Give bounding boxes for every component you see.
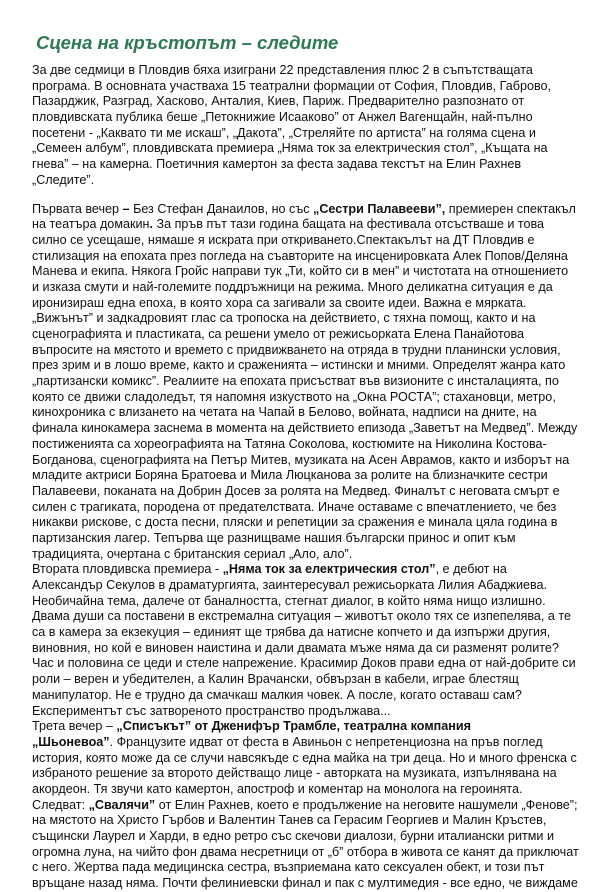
text-segment: на театъра домакин bbox=[32, 217, 150, 232]
text-line bbox=[32, 609, 572, 625]
text-segment: акордеон. Тя звучи като камертон, апостроф и коментар на монолога на героинята. bbox=[32, 781, 523, 796]
bold-text-segment: „Списъкът” от Дженифър Трамбле, театрална компания bbox=[116, 719, 471, 734]
text-segment: Втората пловдивска премиера - bbox=[32, 562, 223, 577]
text-segment: са в камера за екзекуция – единият ще трябва да натисне копчето и да изпържи другия, bbox=[32, 625, 551, 640]
text-segment: силно се усещаше, нямаше я искрата при откриването.Спектакълът на ДТ Пловдив е bbox=[32, 232, 535, 247]
text-segment: никакви рискове, с доста песни, пляски и репетиции за сражения е минала цяла година в bbox=[32, 515, 558, 530]
text-segment: същински Лаурел и Харди, в едно ретро със скечови диалози, бурни италиански ритми и bbox=[32, 829, 554, 843]
text-line bbox=[32, 358, 568, 374]
text-segment: кинохроника с влизането на четата на Чапай в Белово, войната, надписи на дните, на bbox=[32, 405, 537, 420]
text-segment: огромна луна, на чийто фон двама несретници от „б” отбора в живота се канят да приключат bbox=[32, 844, 579, 859]
text-line bbox=[32, 327, 568, 343]
text-segment: . Французите идват от феста в Авиньон с непретенциозна на пръв поглед bbox=[109, 734, 543, 749]
text-segment: иронизираш една епоха, в която хора са загивали за своите идеи. Важна е мярката. bbox=[32, 295, 527, 310]
text-line bbox=[32, 126, 568, 142]
text-line bbox=[32, 94, 568, 110]
text-segment: Пазарджик, Разград, Хасково, Анталия, Киев, Париж. Предварително разпознато от bbox=[32, 94, 525, 109]
text-line bbox=[32, 766, 568, 782]
text-segment: финала кинокамера заснема в момента на действието епизода „Заветът на Медвед”. Между bbox=[32, 421, 578, 436]
text-line bbox=[32, 688, 568, 704]
text-line bbox=[32, 876, 578, 892]
text-line bbox=[32, 547, 568, 563]
article-body bbox=[32, 63, 579, 892]
text-line bbox=[32, 201, 576, 218]
text-segment: виновния, но кой е виновен наистина и дали двамата мъже няма да си разменят ролите? bbox=[32, 640, 559, 655]
text-line bbox=[32, 468, 568, 484]
text-line bbox=[32, 578, 568, 594]
text-segment: програма. В основната участваха 15 театрални формации от София, Пловдив, Габрово, bbox=[32, 78, 552, 93]
text-line bbox=[32, 296, 568, 312]
text-line bbox=[32, 641, 568, 657]
text-line bbox=[32, 656, 576, 672]
text-segment: през зрим и в лошо време, както и сраженията – истински и мними. Определят жанра като bbox=[32, 358, 566, 373]
text-line bbox=[32, 719, 568, 735]
text-line bbox=[32, 311, 568, 327]
text-line bbox=[32, 625, 568, 641]
text-segment: За две седмици в Пловдив бяха изиграни 22 представления плюс 2 в съпътстващата bbox=[32, 63, 533, 77]
text-line bbox=[32, 704, 568, 720]
text-line bbox=[32, 453, 568, 469]
text-line bbox=[32, 672, 568, 688]
text-segment: Богданова, сценографията на Петър Митев, музиката на Асен Аврамов, както и изборът на bbox=[32, 452, 570, 467]
text-segment: Без Стефан Данаилов, но със bbox=[133, 201, 314, 216]
text-segment: Палавееви, поканата на Добрин Досев за ролята на Медвед. Финалът с неговата смърт е bbox=[32, 483, 560, 498]
text-segment: история, която може да се случи навсякъде с една майка на три деца. Но и много френска с bbox=[32, 750, 577, 765]
text-line bbox=[32, 264, 568, 280]
text-segment: постиженията са хореографията на Татяна Соколова, костюмите на Николина Костова- bbox=[32, 436, 547, 451]
text-line bbox=[32, 157, 568, 173]
text-line bbox=[32, 750, 577, 767]
text-line bbox=[32, 437, 568, 453]
text-segment: младите актриси Боряна Братоева и Мила Люцканова за ролите на близначките сестри bbox=[32, 468, 548, 483]
text-segment: на мястото на Христо Гърбов и Валентин Танев са Герасим Георгиев и Малин Кръстев, bbox=[32, 813, 547, 828]
text-line bbox=[32, 343, 568, 359]
text-segment: традицията, очертана с британския сериал „Ало, ало”. bbox=[32, 546, 353, 561]
text-line bbox=[32, 813, 568, 829]
text-segment: Манева и екипа. Някога Гройс направи тук „Ти, който си в мен” и чистотата на отношението bbox=[32, 264, 569, 279]
text-line bbox=[32, 782, 568, 798]
text-segment: Александър Секулов в драматургията, заинтересувал режисьорката Лилия Абаджиева. bbox=[32, 578, 548, 592]
text-segment: Експериментът със затвореното пространство продължава... bbox=[32, 703, 391, 718]
bold-text-segment: – bbox=[122, 201, 134, 216]
bold-text-segment: „Няма ток за електрическия стол” bbox=[222, 562, 436, 577]
bold-text-segment: „Свалячи” bbox=[88, 797, 156, 812]
text-segment: пловдивската публика беше „Петокнижие Исааково” от Анжел Вагенщайн, най-пълно bbox=[32, 110, 533, 125]
text-line bbox=[32, 217, 568, 233]
text-segment: гнева” – на камерна. Поетичния камертон за феста задава текстът на Елин Рахнев bbox=[32, 157, 522, 172]
text-line bbox=[32, 829, 568, 845]
paragraph-reviews bbox=[32, 201, 579, 892]
text-segment: Следват: bbox=[32, 797, 89, 812]
text-line bbox=[32, 141, 568, 157]
paragraph-intro bbox=[32, 63, 568, 189]
text-segment: стилизация на епохата през погледа на съавторите на инсценировката Алек Попов/Деляна bbox=[32, 248, 568, 263]
text-line bbox=[32, 79, 568, 95]
text-segment: с него. Жертва пада медицинска сестра, възприемана като сексуален обект, и този път bbox=[32, 860, 545, 875]
text-segment: „Семеен албум”, пловдивската премиера „Няма ток за електрическия стол”, „Къщата на bbox=[32, 141, 548, 156]
text-line bbox=[32, 110, 568, 126]
text-segment: от Елин Рахнев, което е продължение на неговите нашумели „Фенове”; bbox=[155, 797, 578, 812]
text-segment: роли – верен и убедителен, а Калин Врачански, обвързан в кабели, играе блестящ bbox=[32, 672, 519, 687]
text-line bbox=[32, 374, 568, 390]
text-segment: „партизански комикс”. Реалиите на епохата присъстват във визионите с инсталацията, по bbox=[32, 374, 559, 389]
text-segment: посетени - „Каквато ти ме искаш”, „Дакота”, „Стреляйте по артиста” на голяма сцена и bbox=[32, 125, 536, 140]
text-line bbox=[32, 63, 568, 79]
text-segment: сценографията и пластиката, са решени умело от режисьорката Елена Панайотова bbox=[32, 327, 525, 341]
text-line bbox=[32, 484, 568, 500]
text-line bbox=[32, 735, 568, 751]
text-line bbox=[32, 390, 568, 406]
text-line bbox=[32, 280, 568, 296]
text-segment: връщане назад няма. Почти фелиниевски финал и пак с мултимедия - все едно, че виждаме bbox=[32, 876, 578, 891]
bold-text-segment: . bbox=[149, 217, 153, 232]
text-line bbox=[32, 233, 568, 249]
bold-text-segment: „Шьоневоа” bbox=[32, 734, 110, 749]
text-segment: която се движи сладоледът, тя напомня изкуството на „Окна РОСТА”; стахановци, метро, bbox=[32, 389, 556, 404]
text-line bbox=[32, 562, 568, 578]
text-line bbox=[32, 860, 568, 876]
text-line bbox=[32, 500, 568, 516]
text-line bbox=[32, 173, 568, 189]
text-segment: силен с трагиката, породена от предателствата. Иначе оставаме с впечатлението, че без bbox=[32, 499, 557, 514]
paragraph-gap bbox=[32, 189, 568, 202]
bold-text-segment: „Сестри Палавееви”, bbox=[313, 201, 446, 216]
text-segment: За пръв път тази година бащата на фестивала отсъстваше и това bbox=[152, 217, 545, 232]
text-segment: „Следите”. bbox=[32, 172, 95, 187]
text-line bbox=[32, 515, 568, 531]
text-segment: и изказа смути и най-големите поддръжници на режима. Много деликатна ситуация е да bbox=[32, 279, 553, 294]
text-segment: „Вижънът” и задкадровият глас са тропоска на действието, с тяхна помощ, както и на bbox=[32, 311, 536, 326]
text-segment: Първата вечер bbox=[32, 201, 123, 216]
text-line bbox=[32, 844, 579, 861]
text-segment: Необичайна тема, далече от баналността, стегнат диалог, в който няма нищо излишно. bbox=[32, 593, 546, 608]
text-segment: , е дебют на bbox=[435, 562, 507, 577]
text-line bbox=[32, 405, 568, 421]
text-segment: въпросите на мястото и времето с придвижването на отряда в трудни планински условия, bbox=[32, 342, 561, 357]
text-line bbox=[32, 531, 568, 547]
text-segment: Двама души са поставени в екстремална ситуация – животът около тях се изпепелява, а те bbox=[32, 609, 572, 624]
text-line bbox=[32, 249, 568, 265]
text-segment: премиерен спектакъл bbox=[445, 201, 576, 216]
text-segment: Трета вечер – bbox=[32, 719, 117, 734]
text-line bbox=[32, 421, 578, 437]
text-line bbox=[32, 594, 568, 610]
article-title: Сцена на кръстопът – следите bbox=[36, 32, 339, 53]
text-segment: избраното решение за второто действащо лице - авторката на музиката, изпълнявана на bbox=[32, 766, 557, 781]
text-segment: партизанския лагер. Тепърва ще разнищваме нашия български принос и опит към bbox=[32, 530, 516, 545]
text-segment: Час и половина се цеди и стеле напрежение. Красимир Доков прави една от най-добрите си bbox=[32, 656, 576, 671]
text-segment: манипулатор. Не е трудно да смачкаш малкия човек. А после, когато оставаш сам? bbox=[32, 687, 522, 702]
